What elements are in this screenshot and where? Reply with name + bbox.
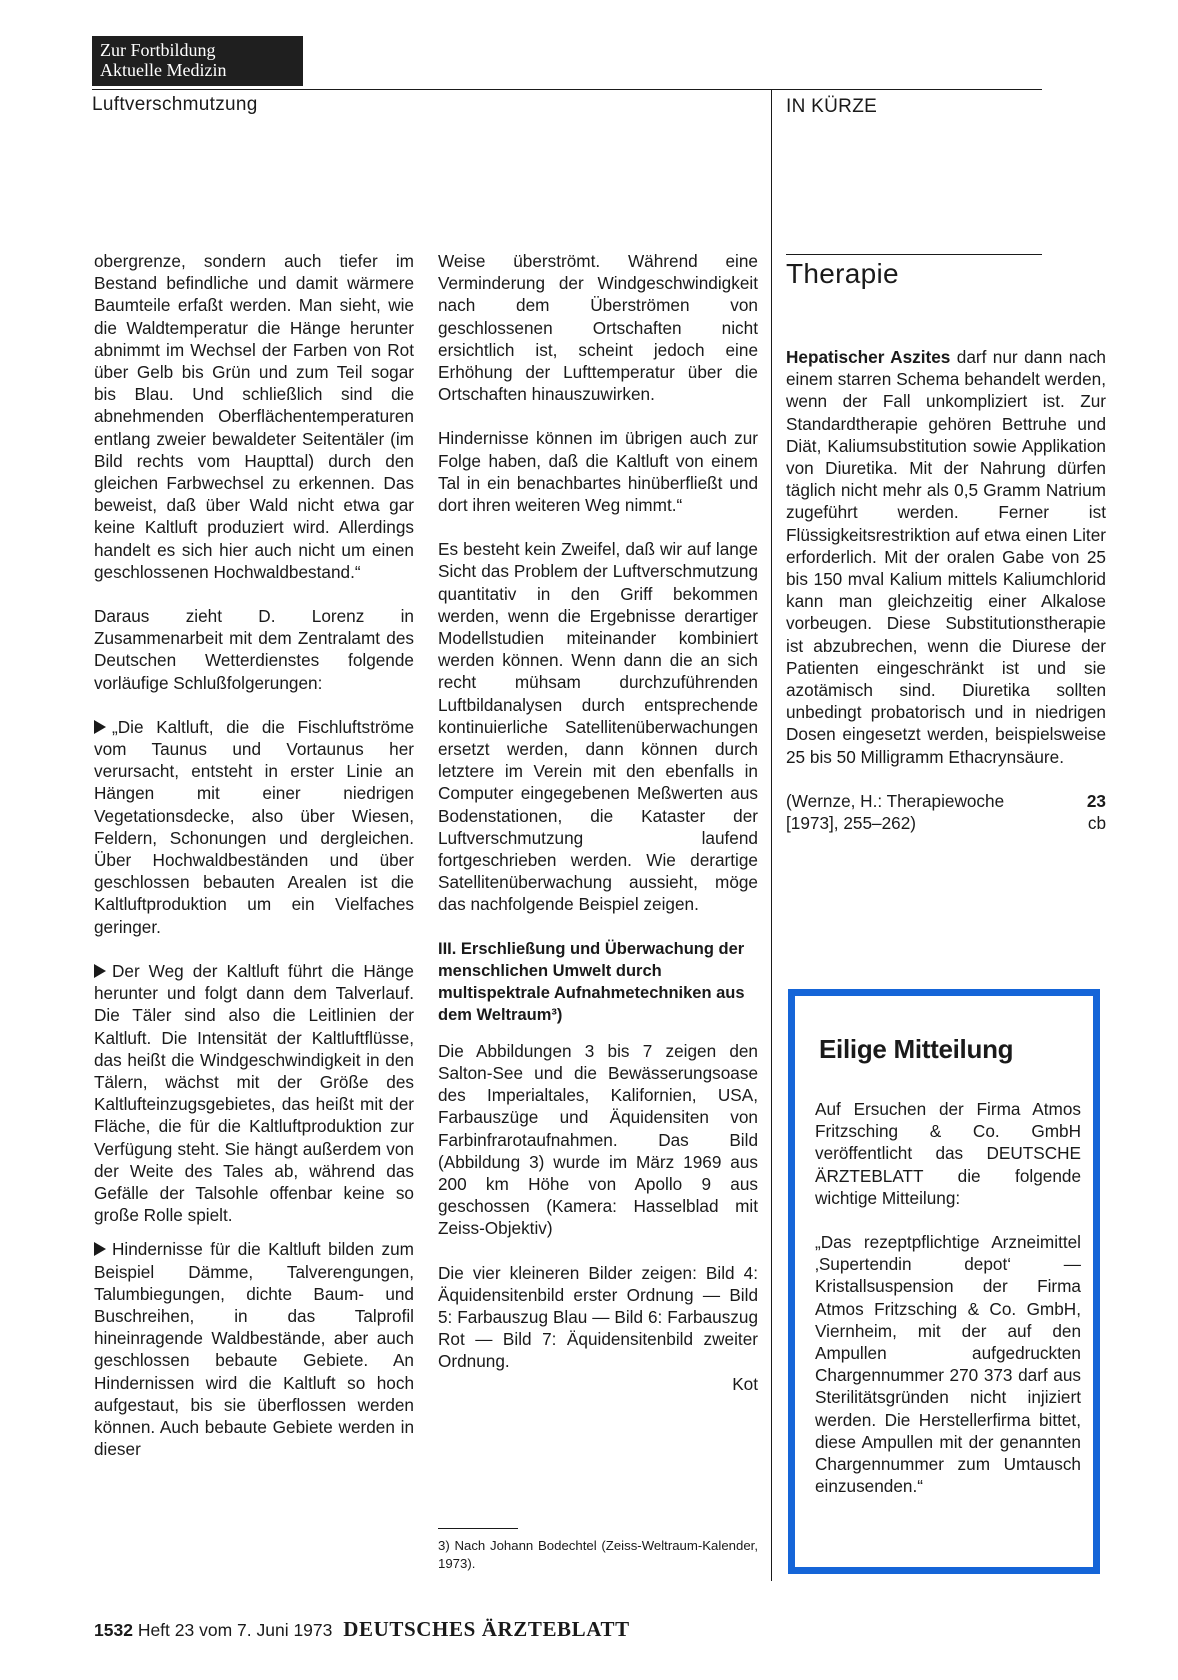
urgent-notice-box [788,989,1100,1574]
urgent-notice-title: Eilige Mitteilung [819,1034,1014,1064]
header-rule [92,89,1042,90]
source-line-1 [786,790,1106,812]
section-tag-line-1: Zur Fortbildung [100,40,216,60]
issue-info: Heft 23 vom 7. Juni 1973 [137,1620,333,1640]
paragraph: Hindernisse können im übrigen auch zur Folge haben, daß die Kaltluft von einem Tal in ein benachbartes hinüberfließt und dort ihren weiteren Weg nimmt.“ [438,428,758,516]
paragraph: Der Weg der Kaltluft führt die Hänge herunter und folgt dann dem Talverlauf. Die Täler sind also die Leitlinien der Kaltluft. Die Intensität der Kaltluftflüsse, das heißt die Windgeschwindigkeit in den Tälern, wächst mit der Größe des Kaltlufteinzugsgebietes, das heißt mit der Fläche, die für die Kaltluftproduktion zur Verfügung steht. Sie hängt außerdem von der Weite des Tales ab, während das Gefälle der Talsohle offenbar keine so große Rolle spielt. [94,960,414,1226]
section-title-right: IN KÜRZE [786,96,878,117]
section-tag [92,36,303,86]
bullet-arrow-icon [94,964,106,978]
paragraph: darf nur dann nach einem starren Schema behandelt werden, wenn der Fall unkompliziert ist. Zur Standardtherapie gehören Bettruhe und Diät, Kaliumsubstitution sowie Applikation von Diuretika. Mit der Nahrung dürfen täglich nicht mehr als 0,5 Gramm Natrium zugeführt werden. Ferner ist Flüssigkeitsrestriktion auf etwa einen Liter erforderlich. Mit der oralen Gabe von 25 bis 150 mval Kalium mittels Kaliumchlorid kann man gleichzeitig einer Alkalose vorbeugen. Diese Substitutionstherapie ist abzubrechen, wenn die Diurese der Patienten eingeschränkt ist und sie azotämisch sind. Diuretika sollten unbedingt probatorisch und in niedrigen Dosen eingesetzt werden, beispielsweise 25 bis 50 Milligramm Ethacrynsäure. [786,347,1106,767]
paragraph: Daraus zieht D. Lorenz in Zusammenarbeit mit dem Zentralamt des Deutschen Wetterdienstes folgende vorläufige Schlußfolgerungen: [94,606,414,693]
lead-term: Hepatischer Aszites [786,347,951,367]
section-title-left: Luftverschmutzung [92,94,258,115]
paragraph: obergrenze, sondern auch tiefer im Bestand befindliche und damit wärmere Baumteile erfaßt werden. Man sieht, wie die Waldtemperatur die Hänge herunter abnimmt im Wechsel der Farben von Rot über Gelb bis Grün und zum Teil sogar bis Blau. Und schließlich sind die abnehmenden Oberflächentemperaturen entlang zweier bewaldeter Seitentäler (im Bild rechts vom Haupttal) durch den gleichen Farbwechsel zu erkennen. Das beweist, daß über Wald nicht etwa gar keine Kaltluft produziert wird. Allerdings handelt es sich hier auch nicht um einen geschlossenen Hochwaldbestand.“ [94,251,414,582]
source-text: (Wernze, H.: Therapiewoche [786,790,1005,811]
therapie-heading: Therapie [786,258,899,289]
bullet-arrow-icon [94,1242,106,1256]
source-line-2 [786,812,1106,834]
paragraph: Es besteht kein Zweifel, daß wir auf lange Sicht das Problem der Luftverschmutzung quantitativ in den Griff bekommen werden, wenn die Ergebnisse derartiger Modellstudien miteinander kombiniert werden können. Wenn dann die an sich recht mühsam durchzuführenden Luftbildanalysen durch entsprechende kontinuierliche Satellitenüberwachungen ersetzt werden, dann können durch letztere im Verein mit den ebenfalls in Computer eingegebenen Meßwerten aus Bodenstationen, die Kataster der Luftverschmutzung laufend fortgeschrieben werden. Wie derartige Satellitenüberwachung aussieht, möge das nachfolgende Beispiel zeigen. [438,539,758,915]
magazine-name: DEUTSCHES ÄRZTEBLATT [343,1617,630,1641]
author-sign: Kot [732,1373,758,1394]
article-column-2 [438,250,758,1395]
therapie-rule [786,254,1042,255]
column-divider [771,89,772,1581]
article-column-1 [94,250,414,1482]
paragraph: „Die Kaltluft, die die Fischluftströme vom Taunus und Vortaunus her verursacht, entsteht in erster Linie an Hängen mit einer niedrigen Vegetationsdecke, also über Wiesen, Feldern, Schonungen und dergleichen. Über Hochwaldbeständen und über geschlossen bebauten Arealen ist die Kaltluftproduktion um ein Vielfaches geringer. [94,716,414,937]
paragraph: Hindernisse für die Kaltluft bilden zum Beispiel Dämme, Talverengungen, Talumbiegungen, dichte Baum- und Buschreihen, in das Talprofil hineinragende Waldbestände, aber auch geschlossen bebaute Gebiete. An Hindernissen wird die Kaltluft so hoch aufgestaut, bis sie überflossen werden können. Auch bebaute Gebiete werden in dieser [94,1239,414,1460]
page-number: 1532 [94,1620,133,1640]
section-tag-line-2: Aktuelle Medizin [100,60,227,80]
paragraph: Die Abbildungen 3 bis 7 zeigen den Salton-See und die Bewässerungsoase des Imperialtales, Kalifornien, USA, Farbauszüge und Äquidensiten von Farbinfrarotaufnahmen. Das Bild (Abbildung 3) wurde im März 1969 aus 200 km Höhe von Apollo 9 aus geschossen (Kamera: Hasselblad mit Zeiss-Objektiv) [438,1040,758,1239]
subheading: III. Erschließung und Überwachung der menschlichen Umwelt durch multispektrale Aufnahmetechniken aus dem Weltraum³) [438,939,745,1024]
source-volume: 23 [1086,790,1106,811]
paragraph: Die vier kleineren Bilder zeigen: Bild 4: Äquidensitenbild erster Ordnung — Bild 5: Farbauszug Blau — Bild 6: Farbauszug Rot — Bild 7: Äquidensitenbild zweiter Ordnung. [438,1262,758,1372]
paragraph: Auf Ersuchen der Firma Atmos Fritzsching & Co. GmbH veröffentlicht das DEUTSCHE ÄRZTEBLATT die folgende wichtige Mitteilung: [815,1099,1081,1208]
footnote: 3) Nach Johann Bodechtel (Zeiss-Weltraum-Kalender, 1973). [438,1538,758,1571]
paragraph: „Das rezeptpflichtige Arzneimittel ‚Supertendin depot‘ — Kristallsuspension der Firma Atmos Fritzsching & Co. GmbH, Viernheim, mit der auf den Ampullen aufgedruckten Chargennummer 270 373 darf aus Sterilitätsgründen nicht injiziert werden. Die Herstellerfirma bittet, diese Ampullen mit der genannten Chargennummer zum Umtausch einzusenden.“ [815,1232,1081,1497]
bullet-arrow-icon [94,720,106,734]
urgent-notice-body [815,1098,1081,1519]
footnote-rule [438,1528,518,1529]
source-pages: [1973], 255–262) [786,813,916,834]
page-footer [94,1617,630,1642]
paragraph: Weise überströmt. Während eine Verminderung der Windgeschwindigkeit nach dem Überströmen von geschlossenen Ortschaften nicht ersichtlich ist, scheint jedoch eine Erhöhung der Lufttemperatur über die Ortschaften hinauszuwirken. [438,251,758,405]
brief-column [786,346,1106,834]
source-sign: cb [1087,813,1106,834]
